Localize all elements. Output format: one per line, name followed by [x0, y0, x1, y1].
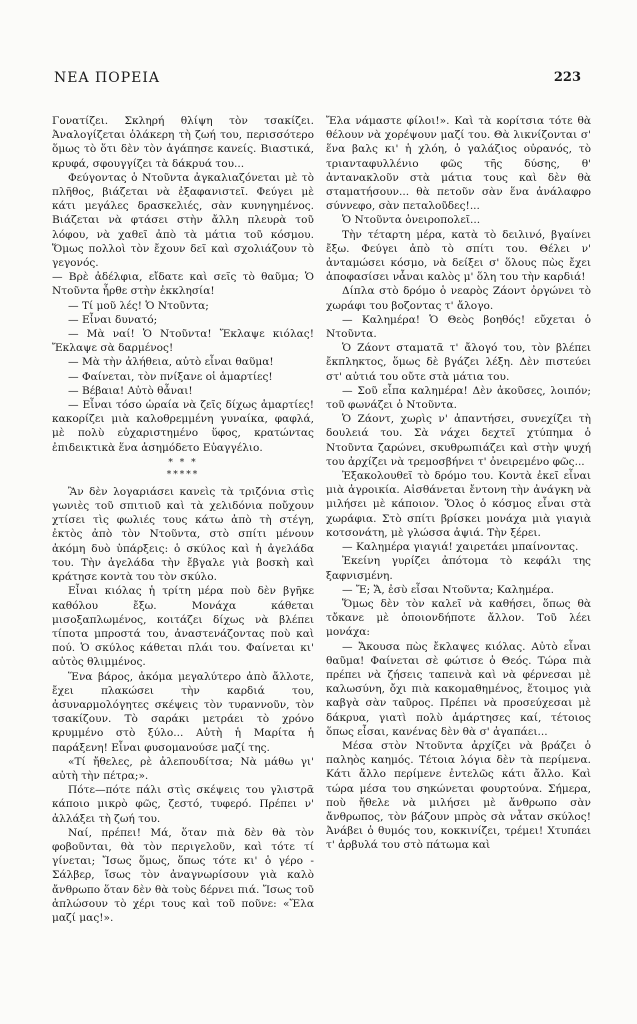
- paragraph: Τὴν τέταρτη μέρα, κατὰ τὸ δειλινό, βγαίνει ἔξω. Φεύγει ἀπὸ τὸ σπίτι του. Θέλει ν' ἀνταμώσει κόσμο, νὰ δείξει σ' ὅλους πὼς ἔχει ἀποφασίσει νἆναι καλὸς μ' ὅλη του τὴν καρδιά!: [326, 228, 591, 284]
- running-head: [54, 70, 581, 88]
- paragraph: Ἔλα νάμαστε φίλοι!». Καὶ τὰ κορίτσια τότε θὰ θέλουν νὰ χορέψουν μαζί του. Θὰ λικνίζονται σ' ἕνα βαλς κι' ἡ χλόη, ὁ γαλάζιος οὐρανός, τὸ τριανταφυλλένιο φῶς τῆς δύσης, θ' ἀντανακλοῦν στὰ μάτια τους καὶ δὲν θὰ σταματήσουν... θὰ πετοῦν σὰν ἕνα ἀνάλαφρο σύννεφο, σὰν πεταλοῦδες!...: [326, 115, 591, 213]
- paragraph: Ἕνα βάρος, ἀκόμα μεγαλύτερο ἀπὸ ἄλλοτε, ἔχει πλακώσει τὴν καρδιά του, ἀσυναρμολόγητες σκέψεις τὸν τυραννοῦν, τὸν τσακίζουν. Τὸ σαράκι μετράει τὸ χρόνο κρυμμένο στὸ ξύλο... Αὐτὴ ἡ Μαρίτα ἡ παράξενη! Εἶναι φυσομανούσε μαζί της.: [52, 670, 314, 754]
- dialogue-line: — Φαίνεται, τὸν πνίξανε οἱ ἁμαρτίες!: [68, 370, 273, 383]
- paragraph: Ἐκείνη γυρίζει ἀπότομα τὸ κεφάλι της ξαφνισμένη.: [326, 555, 591, 582]
- page-number: 223: [553, 70, 581, 85]
- dialogue-line: — Ἄκουσα πὼς ἔκλαψες κιόλας. Αὐτὸ εἶναι θαῦμα! Φαίνεται σὲ φώτισε ὁ Θεός. Τώρα πιὰ πρέπει νὰ ζήσεις ταπεινὰ καὶ νὰ φέρνεσαι μὲ καλωσύνη, ὄχι πιὰ κακομαθημένος, ἕτοιμος γιὰ καβγὰ σὰν ταῦρος. Πρέπει νὰ προσεύχεσαι μὲ δάκρυα, γιατὶ πολὺ ἁμάρτησες καί, τέτοιος ὅπως εἶσαι, κανένας δὲν θὰ σ' ἀγαπάει...: [326, 640, 591, 738]
- dialogue-line: — Βρὲ ἀδέλφια, εἴδατε καὶ σεῖς τὸ θαῦμα; Ὁ Ντοῦντα ἦρθε στὴν ἐκκλησία!: [52, 271, 314, 298]
- right-column: [326, 114, 591, 1006]
- paragraph: Ἐξακολουθεῖ τὸ δρόμο του. Κοντὰ ἐκεῖ εἶναι μιὰ ἀγροικία. Αἰσθάνεται ἔντονη τὴν ἀνάγκη νὰ μιλήσει μὲ κάποιον. Ὅλος ὁ κόσμος εἶναι στὰ χωράφια. Στὸ σπίτι βρίσκει μονάχα μιὰ γιαγιὰ κοτσονάτη, μὲ γλώσσα ἀψιά. Τὴν ξέρει.: [326, 470, 591, 539]
- paragraph: Εἶναι κιόλας ἡ τρίτη μέρα ποὺ δὲν βγῆκε καθόλου ἔξω. Μονάχα κάθεται μισοξαπλωμένος, κοιτάζει δίχως νὰ βλέπει τίποτα μπροστά του, ἀναστενάζοντας ποὺ καὶ πού. Ὁ σκύλος κάθεται πλάι του. Φαίνεται κι' αὐτὸς θλιμμένος.: [52, 585, 314, 669]
- section-break: [52, 457, 314, 481]
- paragraph: Ὁ Ζάοντ, χωρὶς ν' ἀπαντήσει, συνεχίζει τὴ δουλειά του. Σὰ νάχει δεχτεῖ χτύπημα ὁ Ντοῦντα ζαρώνει, σκυθρωπιάζει καὶ στὴν ψυχή του ἀρχίζει νὰ τρεμοσβήνει τ' ὀνειρεμένο φῶς...: [326, 413, 591, 468]
- dialogue-line: — Μὰ τὴν ἀλήθεια, αὐτὸ εἶναι θαῦμα!: [68, 356, 274, 369]
- dialogue-line: — Εἶναι δυνατό;: [68, 313, 158, 326]
- left-column: [52, 114, 314, 1006]
- dialogue-line: — Τί μοῦ λές! Ὁ Ντοῦντα;: [68, 299, 209, 312]
- dialogue-line: — Βέβαια! Αὐτὸ θἆναι!: [68, 384, 193, 397]
- dialogue-line: — Καλημέρα! Ὁ Θεὸς βοηθός! εὔχεται ὁ Ντοῦντα.: [326, 313, 591, 341]
- paragraph: Ὅμως δὲν τὸν καλεῖ νὰ καθήσει, ὅπως θὰ τὄκανε μὲ ὁποιονδήποτε ἄλλον. Τοῦ λέει μονάχα:: [326, 597, 591, 639]
- section-break-bottom: *****: [166, 469, 200, 480]
- paragraph: «Τί ἤθελες, ρὲ ἀλεπουδίτσα; Νὰ μάθω γι' αὐτὴ τὴν πέτρα;».: [52, 755, 314, 782]
- paragraph: Ὁ Ζάοντ σταματᾶ τ' ἄλογό του, τὸν βλέπει ἔκπληκτος, ὅμως δὲ βγάζει λέξη. Δὲν πιστεύει στ' αὐτιά του οὔτε στὰ μάτια του.: [326, 342, 591, 383]
- journal-title: ΝΕΑ ΠΟΡΕΙΑ: [54, 70, 160, 86]
- paragraph: Μέσα στὸν Ντοῦντα ἀρχίζει νὰ βράζει ὁ παληὸς καημός. Τέτοια λόγια δὲν τὰ περίμενα. Κάτι ἄλλο περίμενε ἐντελῶς κάτι ἄλλο. Καὶ τώρα μέσα του σηκώνεται φουρτούνα. Σήμερα, ποὺ ἤθελε νὰ μιλήσει μὲ ἄνθρωπο σὰν ἄνθρωπος, τὸν βάζουν μπρὸς σὰ νἆταν σκύλος! Ἀνάβει ὁ θυμός του, κοκκινίζει, τρέμει! Χτυπάει τ' ἀρβυλά του στὸ πάτωμα καὶ: [326, 739, 591, 852]
- paragraph: Γονατίζει. Σκληρή θλίψη τὸν τσακίζει. Ἀναλογίζεται ὁλάκερη τὴ ζωή του, περισσότερο ὅμως τὸ ὅτι δὲν τὸν ἀγάπησε κανείς. Βιαστικά, κρυφά, σφουγγίζει τὰ δάκρυά του...: [52, 115, 314, 170]
- paragraph: Ὁ Ντοῦντα ὀνειροπολεῖ...: [342, 214, 481, 227]
- paragraph: Φεύγοντας ὁ Ντοῦντα ἀγκαλιαζόνεται μὲ τὸ πλῆθος, βιάζεται νὰ ἐξαφανιστεῖ. Φεύγει μὲ κάτι μεγάλες δρασκελιές, σὰν κυνηγημένος. Βιάζεται νὰ φτάσει στὴν ἄλλη πλευρὰ τοῦ λόφου, νὰ χαθεῖ ἀπὸ τὰ μάτια τοῦ κόσμου. Ὅμως πολλοὶ τὸν ἔχουν δεῖ καὶ σχολιάζουν τὸ γεγονός.: [52, 171, 314, 270]
- dialogue-line: — Καλημέρα γιαγιά! χαιρετάει μπαίνοντας.: [342, 541, 579, 554]
- paragraph: Ναί, πρέπει! Μά, ὅταν πιὰ δὲν θὰ τὸν φοβοῦνται, θὰ τὸν περιγελοῦν, καὶ τότε τί γίνεται; Ἴσως ὅμως, ὅπως τότε κι' ὁ γέρο - Σάλβερ, ἴσως τὸν ἀναγνωρίσουν γιὰ καλὸ ἄνθρωπο ὅταν δὲν θὰ τοὺς δέρνει πιά. Ἴσως τοῦ ἁπλώσουν τὸ χέρι τους καὶ τοῦ ποῦνε: «Ἔλα μαζί μας!».: [52, 826, 314, 924]
- section-break-top: * * *: [168, 457, 198, 468]
- dialogue-line: — Εἶναι τόσο ὡραία νὰ ζεῖς δίχως ἁμαρτίες! κακορίζει μιὰ καλοθρεμμένη γυναίκα, φαφλά, μὲ πολὺ εὐχαριστημένο ὕφος, κρατώντας ἐπιδεικτικὰ ἕνα ἀσημόδετο Εὐαγγέλιο.: [52, 399, 314, 454]
- paragraph: Ἂν δὲν λογαριάσει κανεὶς τὰ τριζόνια στὶς γωνιὲς τοῦ σπιτιοῦ καὶ τὰ χελιδόνια ποὔχουν χτίσει τὶς φωλιές τους κάτω ἀπὸ τὴ στέγη, ἐκτὸς ἀπὸ τὸν Ντοῦντα, στὸ σπίτι μένουν ἀκόμη δυὸ ὑπάρξεις: ὁ σκύλος καὶ ἡ ἀγελάδα του. Τὴν ἀγελάδα τὴν ἔβγαλε γιὰ βοσκὴ καὶ κράτησε κοντὰ του τὸν σκύλο.: [52, 485, 314, 584]
- paragraph: Δίπλα στὸ δρόμο ὁ νεαρὸς Ζάοντ ὀργώνει τὸ χωράφι του βοζοντας τ' ἄλογο.: [326, 285, 591, 312]
- dialogue-line: — Ἔ; Ἄ, ἐσὺ εἶσαι Ντοῦντα; Καλημέρα.: [342, 583, 554, 596]
- dialogue-line: — Μὰ ναί! Ὁ Ντοῦντα! Ἔκλαψε κιόλας! Ἔκλαψε σὰ δαρμένος!: [52, 328, 314, 355]
- paragraph: Πότε—πότε πάλι στὶς σκέψεις του γλιστρᾶ κάποιο μικρὸ φῶς, ζεστό, τυφερό. Πρέπει ν' ἀλλάξει τὴ ζωή του.: [52, 784, 314, 825]
- dialogue-line: — Σοῦ εἶπα καλημέρα! Δὲν ἀκοῦσες, λοιπόν; τοῦ φωνάζει ὁ Ντοῦντα.: [326, 384, 591, 412]
